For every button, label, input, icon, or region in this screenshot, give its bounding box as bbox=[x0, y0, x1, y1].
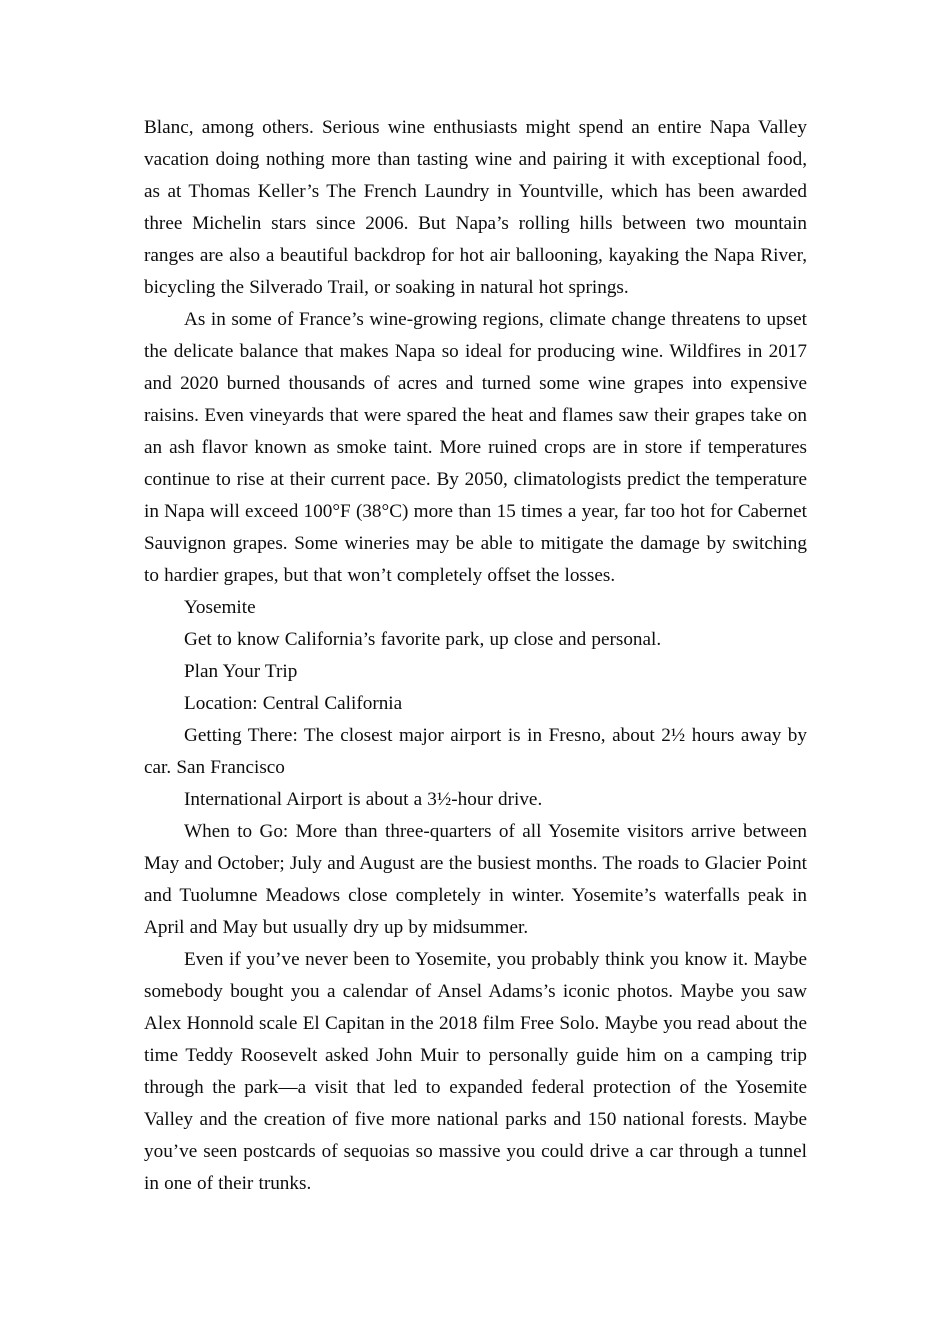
text-column bbox=[144, 112, 807, 1200]
paragraph-napa-climate-change: As in some of France’s wine-growing regions, climate change threatens to upset the delicate balance that makes Napa so ideal for producing wine. Wildfires in 2017 and 2020 burned thousands of acres and turned some wine grapes into expensive raisins. Even vineyards that were spared the heat and flames saw their grapes take on an ash flavor known as smoke taint. More ruined crops are in store if temperatures continue to rise at their current pace. By 2050, climatologists predict the temperature in Napa will exceed 100°F (38°C) more than 15 times a year, far too hot for Cabernet Sauvignon grapes. Some wineries may be able to mitigate the damage by switching to hardier grapes, but that won’t completely offset the losses. bbox=[144, 309, 807, 586]
paragraph-plan-your-trip-heading: Plan Your Trip bbox=[184, 661, 298, 682]
paragraph-international-airport-line: International Airport is about a 3½-hour drive. bbox=[184, 789, 543, 810]
paragraph-yosemite-iconic: Even if you’ve never been to Yosemite, you probably think you know it. Maybe somebody bought you a calendar of Ansel Adams’s iconic photos. Maybe you saw Alex Honnold scale El Capitan in the 2018 film Free Solo. Maybe you read about the time Teddy Roosevelt asked John Muir to personally guide him on a camping trip through the park—a visit that led to expanded federal protection of the Yosemite Valley and the creation of five more national parks and 150 national forests. Maybe you’ve seen postcards of sequoias so massive you could drive a car through a tunnel in one of their trunks. bbox=[144, 949, 807, 1194]
paragraph-getting-there: Getting There: The closest major airport is in Fresno, about 2½ hours away by car. San Francisco bbox=[144, 725, 807, 778]
paragraph-yosemite-tagline: Get to know California’s favorite park, up close and personal. bbox=[184, 629, 662, 650]
paragraph-napa-wine-continued: Blanc, among others. Serious wine enthusiasts might spend an entire Napa Valley vacation doing nothing more than tasting wine and pairing it with exceptional food, as at Thomas Keller’s The French Laundry in Yountville, which has been awarded three Michelin stars since 2006. But Napa’s rolling hills between two mountain ranges are also a beautiful backdrop for hot air ballooning, kayaking the Napa River, bicycling the Silverado Trail, or soaking in natural hot springs. bbox=[144, 117, 807, 298]
paragraph-location-line: Location: Central California bbox=[184, 693, 403, 714]
paragraph-yosemite-heading: Yosemite bbox=[184, 597, 256, 618]
paragraph-when-to-go: When to Go: More than three-quarters of all Yosemite visitors arrive between May and October; July and August are the busiest months. The roads to Glacier Point and Tuolumne Meadows close completely in winter. Yosemite’s waterfalls peak in April and May but usually dry up by midsummer. bbox=[144, 821, 807, 938]
